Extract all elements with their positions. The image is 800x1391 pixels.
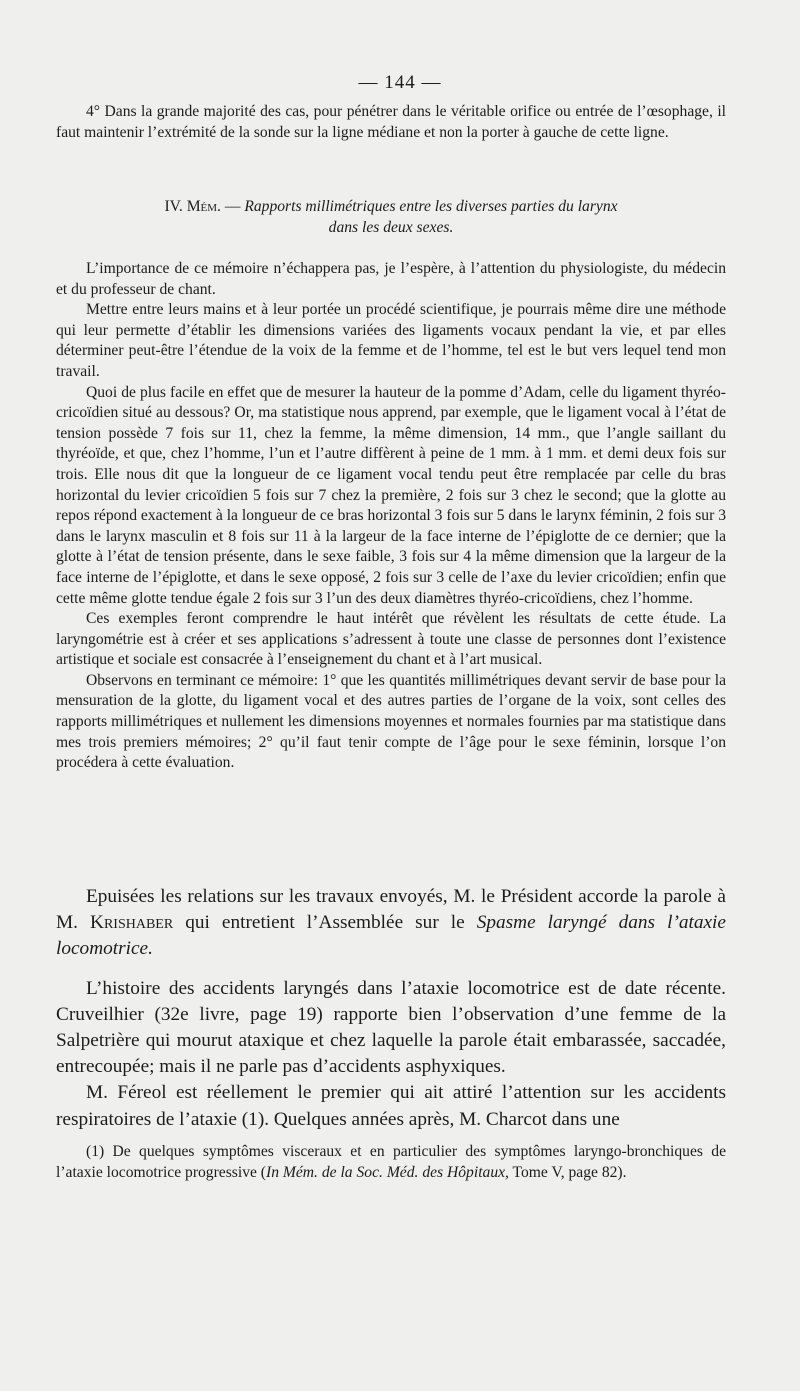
footnote — [56, 1142, 726, 1183]
footnote-text-a: (1) De quelques symptômes visceraux et en particulier des symptômes laryngo-bronchiques de l’ataxie locomotrice progressive ( — [56, 1143, 726, 1181]
session-paragraph-1 — [56, 884, 726, 963]
page-number: — 144 — — [358, 72, 442, 93]
memoire-paragraph-3: Quoi de plus facile en effet que de mesurer la hauteur de la pomme d’Adam, celle du ligament thyréo-cricoïdien situé au dessous? Or, ma statistique nous apprend, par exemple, que le ligament vocal à l’état de tension possède 7 fois sur 11, chez la femme, la même dimension, 14 mm., que l’angle saillant du thyréoïde, et que, chez l’homme, l’un et l’autre diffèrent à peine de 1 mm. à 1 mm. et demi deux fois sur trois. Elle nous dit que la longueur de ce ligament vocal tendu peut être remplacée par celle du bras horizontal du levier cricoïdien 5 fois sur 7 chez la première, 2 fois sur 3 chez le second; que la glotte au repos répond exactement à la longueur de ce bras horizontal 3 fois sur 5 dans le larynx féminin, 2 fois sur 3 dans le larynx masculin et 8 fois sur 11 à la largeur de la face interne de l’épiglotte de ce dernier; que la glotte à l’état de tension présente, dans le sexe faible, 3 fois sur 4 la même dimension que la largeur de la face interne de l’épiglotte, et dans le sexe opposé, 2 fois sur 3 celle de l’axe du levier cricoïdien; enfin que cette même glotte tendue égale 2 fois sur 3 l’un des deux diamètres thyréo-cricoïdiens, chez l’homme. — [56, 383, 726, 607]
memoire-body — [56, 259, 726, 774]
session-text — [56, 884, 726, 1133]
memoire-paragraph-4: Ces exemples feront comprendre le haut intérêt que révèlent les résultats de cette étude. La laryngométrie est à créer et ses applications s’adressent à toute une classe de personnes dont l’existence artistique et sociale est consacrée à l’enseignement du chant et à l’art musical. — [56, 610, 726, 669]
session-p1-text: Epuisées les relations sur les travaux envoyés, M. le Président accorde la parole à M. — [56, 886, 726, 934]
memoire-heading — [56, 197, 726, 238]
speaker-name: Krishaber — [90, 912, 174, 934]
memoire-title-line1: Rapports millimétriques entre les diverses parties du larynx — [244, 198, 618, 215]
session-p1-text-b: qui entretient l’Assemblée sur le — [173, 912, 477, 934]
intro-block — [56, 102, 726, 143]
memoire-paragraph-5: Observons en terminant ce mémoire: 1° que les quantités millimétriques devant servir de base pour la mensuration de la glotte, du ligament vocal et des autres parties de l’organe de la voix, sont celles des rapports millimétriques et nullement les dimensions moyennes et normales fournies par ma statistique dans mes trois premiers mémoires; 2° qu’il faut tenir compte de l’âge pour le sexe féminin, lorsque l’on procédera à cette évaluation. — [56, 671, 726, 772]
intro-paragraph-4: 4° Dans la grande majorité des cas, pour pénétrer dans le véritable orifice ou entrée de l’œsophage, il faut maintenir l’extrémité de la sonde sur la ligne médiane et non la porter à gauche de cette ligne. — [56, 103, 726, 141]
memoire-abbr: Mém. — [186, 198, 221, 215]
footnote-text-b: Tome V, page 82). — [508, 1163, 627, 1181]
session-paragraph-2: L’histoire des accidents laryngés dans l’ataxie locomotrice est de date récente. Cruveilhier (32e livre, page 19) rapporte bien l’observation d’une femme de la Salpetrière qui mourut ataxique et chez laquelle la parole était embarassée, saccadée, entrecoupée; mais il ne parle pas d’accidents asphyxiques. — [56, 977, 726, 1078]
memoire-paragraph-2: Mettre entre leurs mains et à leur portée un procédé scientifique, je pourrais même dire une méthode qui leur permette d’établir les dimensions variées des ligaments vocaux pendant la vie, et par elles déterminer peut-être l’étendue de la voix de la femme et de l’homme, tel est le but vers lequel tend mon travail. — [56, 301, 726, 380]
footnote-text — [56, 1142, 726, 1183]
session-paragraph-3: M. Féreol est réellement le premier qui ait attiré l’attention sur les accidents respiratoires de l’ataxie (1). Quelques années après, M. Charcot dans une — [56, 1082, 726, 1130]
footnote-source: In Mém. de la Soc. Méd. des Hôpitaux, — [266, 1163, 509, 1181]
memoire-paragraph-1: L’importance de ce mémoire n’échappera pas, je l’espère, à l’attention du physiologiste, du médecin et du professeur de chant. — [56, 260, 726, 298]
communication-title: Spasme laryngé dans l’ataxie locomotrice. — [56, 912, 726, 960]
memoire-dash: — — [220, 198, 245, 215]
memoire-number: IV. — [164, 198, 187, 215]
memoire-title-line2: dans les deux sexes. — [328, 218, 454, 236]
